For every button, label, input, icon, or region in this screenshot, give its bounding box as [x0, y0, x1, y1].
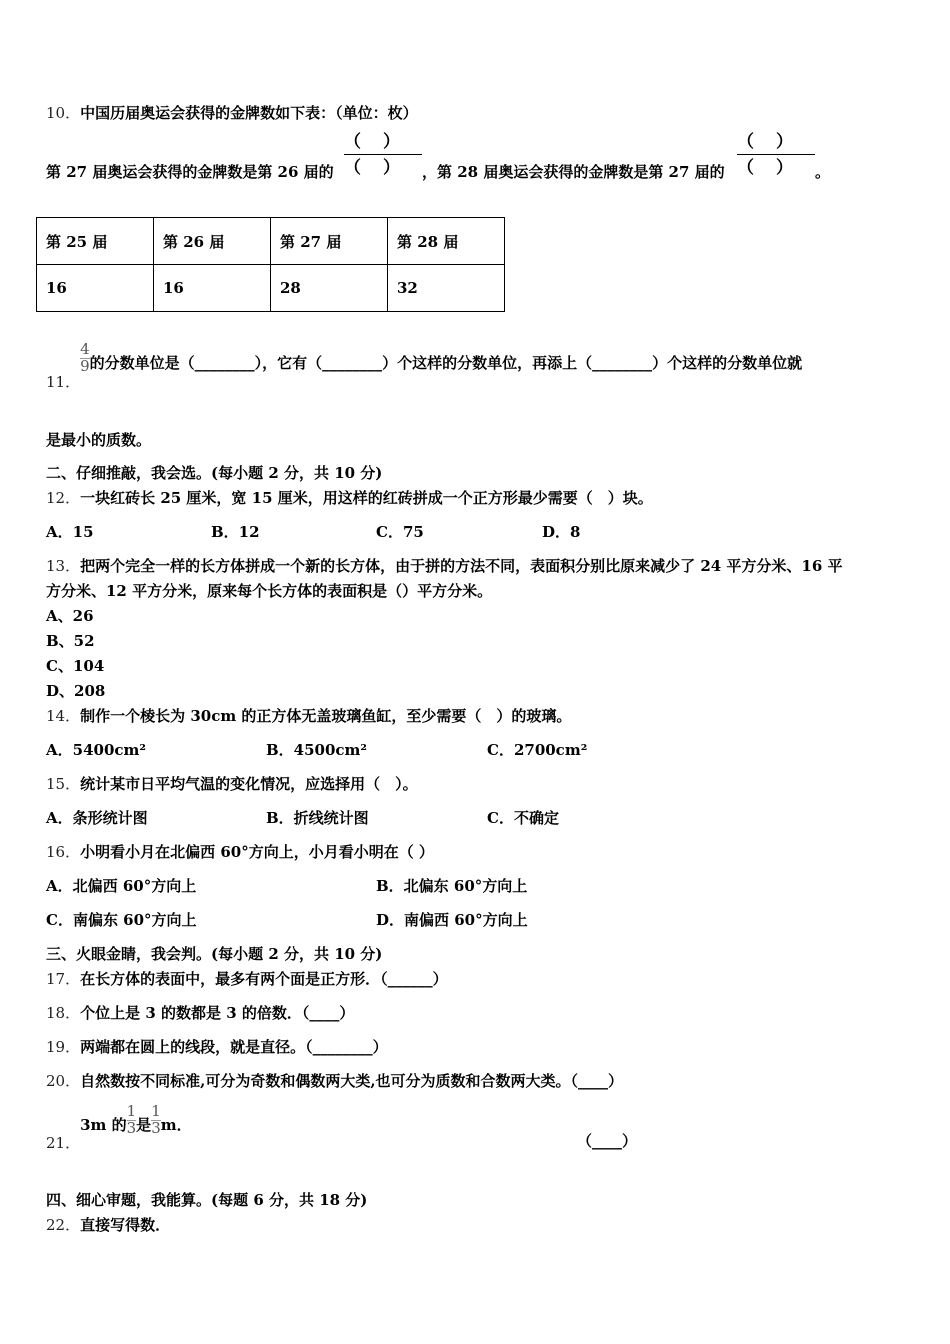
- q21: [46, 1102, 192, 1153]
- q21-part1: 3m 的: [80, 1116, 127, 1135]
- q19-text: 两端都在圆上的线段，就是直径。（________）: [80, 1038, 388, 1056]
- q21-part2: 是: [136, 1116, 152, 1135]
- q15-option-b[interactable]: B．折线统计图: [266, 809, 369, 827]
- fraction-denominator: 9: [80, 356, 90, 375]
- q14-text: 制作一个棱长为 30cm 的正方体无盖玻璃鱼缸，至少需要（ ）的玻璃。: [80, 707, 572, 725]
- section-2-title: 二、仔细推敲，我会选。(每小题 2 分，共 10 分): [46, 464, 383, 482]
- q11-line1: [46, 340, 803, 392]
- q12-option-a[interactable]: A．15: [46, 523, 94, 541]
- q18-number: 18．: [46, 1004, 81, 1022]
- q16-stem: [46, 841, 434, 862]
- q16-text: 小明看小月在北偏西 60°方向上，小月看小明在（ ）: [80, 843, 434, 861]
- table-cell: 28: [271, 265, 388, 312]
- q11-number: 11．: [46, 373, 81, 392]
- q16-option-d[interactable]: D．南偏西 60°方向上: [376, 911, 528, 929]
- q16-number: 16．: [46, 843, 81, 861]
- q18-text: 个位上是 3 的数都是 3 的倍数．（____）: [80, 1004, 355, 1022]
- q15-text: 统计某市日平均气温的变化情况，应选择用（ ）。: [80, 775, 418, 793]
- q10-number: 10．: [46, 104, 81, 122]
- section-3-title: 三、火眼金睛，我会判。(每小题 2 分，共 10 分): [46, 945, 383, 963]
- q14-stem: [46, 705, 571, 726]
- fraction-numerator-blank: （）: [344, 132, 422, 152]
- q22: [46, 1214, 170, 1235]
- q14-option-c[interactable]: C．2700cm²: [487, 741, 588, 759]
- q21-number: 21．: [46, 1134, 81, 1153]
- q21-fraction-1: [127, 1104, 137, 1137]
- table-header-cell: 第 26 届: [154, 218, 271, 265]
- q13-option-c[interactable]: C、104: [46, 657, 105, 675]
- table-cell: 16: [154, 265, 271, 312]
- table-cell: 32: [388, 265, 505, 312]
- fraction-numerator: 1: [151, 1102, 161, 1120]
- q17-text: 在长方体的表面中，最多有两个面是正方形．（______）: [80, 970, 448, 988]
- q14-option-b[interactable]: B．4500cm²: [266, 741, 368, 759]
- q10-line2-part2: ，第 28 届奥运会获得的金牌数是第 27 届的: [422, 163, 725, 181]
- q10-fraction-blank-1: [344, 130, 422, 179]
- table-header-row: [37, 218, 505, 265]
- q20-text: 自然数按不同标准,可分为奇数和偶数两大类,也可分为质数和合数两大类。（____）: [80, 1072, 624, 1090]
- q15-stem: [46, 773, 418, 794]
- q13-stem-line2: 方分米、12 平方分米，原来每个长方体的表面积是（）平方分米。: [46, 582, 493, 600]
- q10-line1: [46, 102, 418, 123]
- table-cell: 16: [37, 265, 154, 312]
- q15-option-c[interactable]: C．不确定: [487, 809, 559, 827]
- q12-number: 12．: [46, 489, 81, 507]
- fraction-denominator-blank: （）: [737, 158, 815, 178]
- q10-text: 中国历届奥运会获得的金牌数如下表：（单位：枚）: [80, 104, 418, 122]
- table-header-cell: 第 27 届: [271, 218, 388, 265]
- q13-option-d[interactable]: D、208: [46, 682, 106, 700]
- q21-fraction-2: [151, 1104, 161, 1137]
- q16-option-c[interactable]: C．南偏东 60°方向上: [46, 911, 197, 929]
- q22-number: 22．: [46, 1216, 81, 1234]
- q11-line2: 是最小的质数。: [46, 431, 152, 449]
- q19: [46, 1036, 388, 1057]
- fraction-denominator: 3: [126, 1118, 137, 1137]
- table-header-cell: 第 25 届: [37, 218, 154, 265]
- q12-option-b[interactable]: B．12: [211, 523, 260, 541]
- q18: [46, 1002, 354, 1023]
- q13-option-a[interactable]: A、26: [46, 607, 94, 625]
- q22-text: 直接写得数．: [80, 1216, 171, 1234]
- q10-line2-end: 。: [815, 163, 831, 181]
- q11-text: 的分数单位是（________），它有（________）个这样的分数单位，再添上（________）个这样的分数单位就: [89, 354, 803, 373]
- q16-option-a[interactable]: A．北偏西 60°方向上: [46, 877, 197, 895]
- fraction-numerator: 4: [80, 340, 90, 358]
- q15-option-a[interactable]: A．条形统计图: [46, 809, 148, 827]
- q16-option-b[interactable]: B．北偏东 60°方向上: [376, 877, 528, 895]
- q10-fraction-blank-2: [737, 130, 815, 179]
- fraction-denominator: 3: [151, 1118, 161, 1137]
- q14-number: 14．: [46, 707, 81, 725]
- q12-option-c[interactable]: C．75: [376, 523, 424, 541]
- q13-text-line1: 把两个完全一样的长方体拼成一个新的长方体，由于拼的方法不同，表面积分别比原来减少了 24 平方分米、16 平: [80, 557, 843, 575]
- q15-number: 15．: [46, 775, 81, 793]
- q20: [46, 1070, 623, 1091]
- fraction-numerator-blank: （）: [737, 132, 815, 152]
- fraction-denominator-blank: （）: [344, 158, 422, 178]
- section-4-title: 四、细心审题，我能算。(每题 6 分，共 18 分): [46, 1191, 368, 1209]
- medal-table: [36, 217, 505, 312]
- q13-option-b[interactable]: B、52: [46, 632, 95, 650]
- table-header-cell: 第 28 届: [388, 218, 505, 265]
- fraction-numerator: 1: [126, 1102, 137, 1120]
- q19-number: 19．: [46, 1038, 81, 1056]
- q21-part3: m．: [160, 1116, 192, 1135]
- q20-number: 20．: [46, 1072, 81, 1090]
- q12-text: 一块红砖长 25 厘米，宽 15 厘米，用这样的红砖拼成一个正方形最少需要（ ）块。: [80, 489, 653, 507]
- q10-line2-part1: 第 27 届奥运会获得的金牌数是第 26 届的: [46, 163, 334, 181]
- q11-fraction: [80, 342, 90, 375]
- q17-number: 17．: [46, 970, 81, 988]
- q12-option-d[interactable]: D．8: [542, 523, 581, 541]
- q12-stem: [46, 487, 653, 508]
- q14-option-a[interactable]: A．5400cm²: [46, 741, 146, 759]
- q17: [46, 968, 448, 989]
- table-row: [37, 265, 505, 312]
- q13-stem-line1: [46, 555, 843, 576]
- q21-answer-blank[interactable]: （____）: [577, 1132, 638, 1150]
- q13-number: 13．: [46, 557, 81, 575]
